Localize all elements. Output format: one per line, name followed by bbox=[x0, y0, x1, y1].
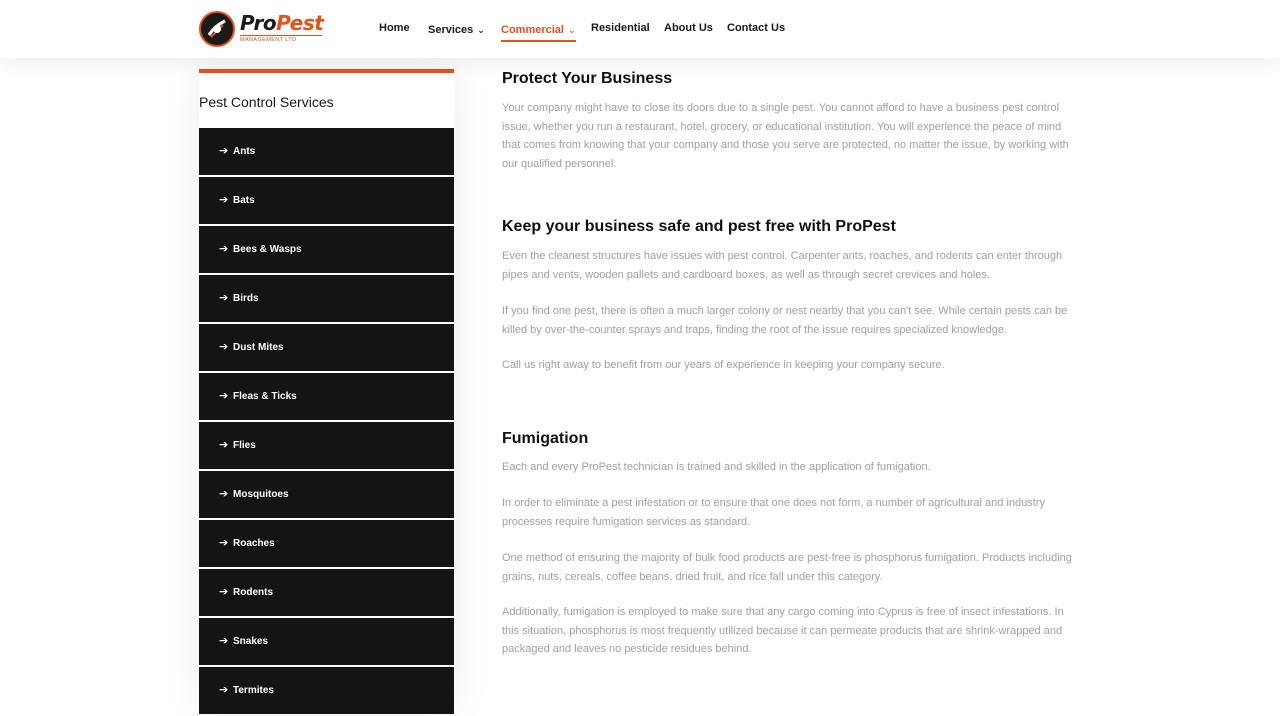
sidebar-item-snakes[interactable] bbox=[199, 618, 454, 665]
propest-logo[interactable] bbox=[199, 11, 325, 47]
sidebar-item-label: Snakes bbox=[233, 636, 269, 647]
arrow-right-icon: ➔ bbox=[219, 488, 229, 500]
arrow-right-icon: ➔ bbox=[219, 341, 229, 353]
nav-item-residential[interactable] bbox=[591, 21, 650, 35]
sidebar-item-label: Bees & Wasps bbox=[233, 244, 302, 255]
section-heading-protect-business: Protect Your Business bbox=[502, 70, 673, 87]
sidebar-item-birds[interactable] bbox=[199, 275, 454, 322]
arrow-right-icon: ➔ bbox=[219, 586, 229, 598]
nav-item-label: Commercial bbox=[501, 24, 564, 36]
sidebar-item-mosquitoes[interactable] bbox=[199, 471, 454, 518]
nav-item-label: About Us bbox=[664, 22, 713, 34]
sidebar-accent-bar bbox=[199, 69, 454, 73]
nav-item-commercial[interactable] bbox=[501, 23, 576, 37]
logo-pro-text: Pro bbox=[240, 11, 277, 35]
site-header bbox=[0, 0, 1280, 58]
section-paragraph: Your company might have to close its doors due to a single pest. You cannot afford to have a business pest control issue, whether you run a restaurant, hotel, grocery, or educational institution. You will experience the peace of mind that comes from knowing that your company and those you serve are protected, no matter the issue, by working with our qualified personnel. bbox=[502, 102, 1069, 170]
sidebar-item-flies[interactable] bbox=[199, 422, 454, 469]
arrow-right-icon: ➔ bbox=[219, 684, 229, 696]
sidebar-item-dust-mites[interactable] bbox=[199, 324, 454, 371]
sidebar-list bbox=[199, 128, 454, 716]
sidebar-item-rodents[interactable] bbox=[199, 569, 454, 616]
sidebar-title: Pest Control Services bbox=[199, 94, 334, 110]
sidebar-item-bees-wasps[interactable] bbox=[199, 226, 454, 273]
arrow-right-icon: ➔ bbox=[219, 439, 229, 451]
sidebar-item-label: Flies bbox=[233, 440, 256, 451]
nav-item-services[interactable] bbox=[428, 23, 485, 37]
sidebar-item-label: Dust Mites bbox=[233, 342, 284, 353]
chevron-down-icon: ⌄ bbox=[477, 25, 485, 35]
bug-logo-icon bbox=[199, 11, 235, 47]
nav-item-about-us[interactable] bbox=[664, 21, 713, 35]
arrow-right-icon: ➔ bbox=[219, 635, 229, 647]
section-paragraph: One method of ensuring the majority of bulk food products are pest-free is phosphorus fumigation. Products including grains, nuts, cereals, coffee beans, dried fruit, and rice fall under this category. bbox=[502, 552, 1072, 583]
sidebar-item-label: Termites bbox=[233, 685, 274, 696]
nav-item-home[interactable] bbox=[379, 21, 410, 35]
logo-pest-text: Pest bbox=[276, 11, 324, 35]
arrow-right-icon: ➔ bbox=[219, 145, 229, 157]
section-heading-keep-safe: Keep your business safe and pest free with ProPest bbox=[502, 218, 896, 235]
sidebar-item-label: Fleas & Ticks bbox=[233, 391, 297, 402]
sidebar-item-label: Mosquitoes bbox=[233, 489, 289, 500]
sidebar-item-termites[interactable] bbox=[199, 667, 454, 714]
nav-item-label: Residential bbox=[591, 22, 650, 34]
section-paragraph: Call us right away to benefit from our years of experience in keeping your company secure. bbox=[502, 359, 945, 371]
section-paragraph: Additionally, fumigation is employed to make sure that any cargo coming into Cyprus is free of insect infestations. In this situation, phosphorus is most frequently utilized because it can permeate products that are shrink-wrapped and packaged and leaves no pesticide residues behind. bbox=[502, 606, 1064, 655]
section-paragraph: Each and every ProPest technician is trained and skilled in the application of fumigation. bbox=[502, 461, 931, 473]
logo-subtitle: MANAGEMENT LTD bbox=[240, 35, 322, 44]
chevron-down-icon: ⌄ bbox=[567, 25, 576, 35]
pest-services-sidebar bbox=[199, 69, 454, 709]
arrow-right-icon: ➔ bbox=[219, 292, 229, 304]
sidebar-item-bats[interactable] bbox=[199, 177, 454, 224]
section-paragraph: Even the cleanest structures have issues with pest control. Carpenter ants, roaches, and rodents can enter through pipes and vents, wooden pallets and cardboard boxes, as well as through secret crevices and holes. bbox=[502, 250, 1063, 281]
sidebar-item-label: Rodents bbox=[233, 587, 273, 598]
sidebar-item-label: Roaches bbox=[233, 538, 275, 549]
section-heading-fumigation: Fumigation bbox=[502, 430, 589, 447]
sidebar-item-label: Birds bbox=[233, 293, 259, 304]
arrow-right-icon: ➔ bbox=[219, 390, 229, 402]
section-paragraph: If you find one pest, there is often a much larger colony or nest nearby that you can't see. While certain pests can be killed by over-the-counter sprays and traps, finding the root of the issue requires specialized knowledge. bbox=[502, 305, 1068, 336]
nav-item-label: Services bbox=[428, 24, 474, 36]
sidebar-item-roaches[interactable] bbox=[199, 520, 454, 567]
sidebar-item-ants[interactable] bbox=[199, 128, 454, 175]
arrow-right-icon: ➔ bbox=[219, 537, 229, 549]
logo-wordmark bbox=[240, 12, 323, 34]
arrow-right-icon: ➔ bbox=[219, 194, 229, 206]
sidebar-item-label: Ants bbox=[233, 146, 256, 157]
nav-item-contact-us[interactable] bbox=[727, 21, 785, 35]
nav-item-label: Home bbox=[379, 22, 410, 34]
active-nav-underline bbox=[501, 40, 576, 42]
sidebar-item-label: Bats bbox=[233, 195, 255, 206]
arrow-right-icon: ➔ bbox=[219, 243, 229, 255]
section-paragraph: In order to eliminate a pest infestation or to ensure that one does not form, a number of agricultural and industry processes require fumigation services as standard. bbox=[502, 497, 1045, 528]
sidebar-item-fleas-ticks[interactable] bbox=[199, 373, 454, 420]
nav-item-label: Contact Us bbox=[727, 22, 786, 34]
